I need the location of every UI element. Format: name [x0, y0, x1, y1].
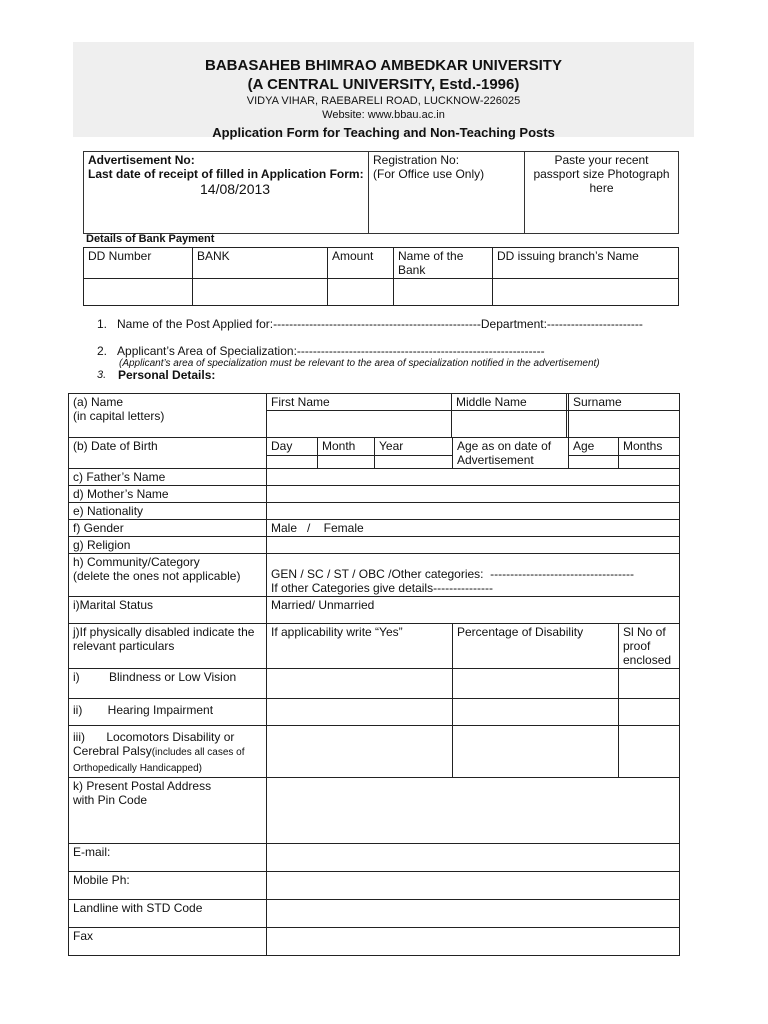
dob-year-input[interactable]	[375, 455, 453, 468]
fax-label: Fax	[69, 928, 267, 956]
personal-details-table	[68, 393, 680, 956]
community-sublabel: (delete the ones not applicable)	[73, 569, 241, 583]
community-options: GEN / SC / ST / OBC /Other categories: ------------------------------------	[271, 567, 635, 581]
landline-input[interactable]	[267, 900, 680, 928]
address-label-cell	[69, 778, 267, 844]
hearing-proof-input[interactable]	[619, 699, 680, 726]
mother-name-input[interactable]	[267, 486, 680, 503]
marital-label: i)Marital Status	[69, 597, 267, 624]
locomotor-label-cell	[69, 726, 267, 778]
photo-label: Paste your recent passport size Photograph here	[533, 153, 670, 195]
address-input[interactable]	[267, 778, 680, 844]
locomotor-proof-input[interactable]	[619, 726, 680, 778]
gender-label: f) Gender	[69, 520, 267, 537]
nationality-input[interactable]	[267, 503, 680, 520]
percentage-label: Percentage of Disability	[453, 624, 619, 669]
blindness-num: i)	[73, 670, 80, 684]
dob-month-label: Month	[318, 438, 375, 456]
university-name: BABASAHEB BHIMRAO AMBEDKAR UNIVERSITY	[205, 57, 562, 74]
age-as-on-label: Age as on date of Advertisement	[453, 438, 569, 469]
months-input[interactable]	[619, 455, 680, 468]
university-website: Website: www.bbau.ac.in	[322, 109, 445, 121]
dob-year-label: Year	[375, 438, 453, 456]
locomotor-label: Locomotors Disability or	[106, 730, 235, 744]
dob-month-input[interactable]	[318, 455, 375, 468]
age-input[interactable]	[569, 455, 619, 468]
locomotor-percentage-input[interactable]	[453, 726, 619, 778]
name-label: (a) Name	[73, 395, 124, 409]
last-date-value: 14/08/2013	[200, 181, 271, 197]
university-address: VIDYA VIHAR, RAEBARELI ROAD, LUCKNOW-226025	[246, 95, 521, 107]
name-sublabel: (in capital letters)	[73, 409, 165, 423]
form-title: Application Form for Teaching and Non-Teaching Posts	[212, 125, 555, 140]
landline-label: Landline with STD Code	[69, 900, 267, 928]
mobile-input[interactable]	[267, 872, 680, 900]
hearing-label: Hearing Impairment	[107, 703, 214, 717]
office-use-label: (For Office use Only)	[373, 167, 485, 181]
branch-input[interactable]	[493, 279, 679, 306]
bank-col-amount: Amount	[328, 248, 394, 279]
hearing-num: ii)	[73, 703, 83, 717]
post-applied-line[interactable]: 1. Name of the Post Applied for:----------------------------------------------------Department:------------------------	[97, 317, 643, 331]
religion-label: g) Religion	[69, 537, 267, 554]
proof-label: Sl No of proof enclosed	[619, 624, 680, 669]
community-input-cell[interactable]	[267, 554, 680, 597]
locomotor-applicability-input[interactable]	[267, 726, 453, 778]
locomotor-label-3: (includes all cases of Orthopedically Handicapped)	[73, 747, 245, 774]
university-subtitle: (A CENTRAL UNIVERSITY, Estd.-1996)	[247, 76, 520, 93]
applicability-label: If applicability write “Yes”	[267, 624, 453, 669]
email-input[interactable]	[267, 844, 680, 872]
religion-input[interactable]	[267, 537, 680, 554]
gender-options[interactable]: Male / Female	[267, 520, 680, 537]
hearing-label-cell	[69, 699, 267, 726]
bank-col-dd-number: DD Number	[84, 248, 193, 279]
last-date-label: Last date of receipt of filled in Application Form:	[88, 167, 364, 181]
first-name-input[interactable]	[267, 411, 569, 438]
father-name-input[interactable]	[267, 469, 680, 486]
dob-label: (b) Date of Birth	[69, 438, 267, 469]
bank-table	[83, 247, 679, 306]
bank-title: Details of Bank Payment	[86, 233, 215, 245]
surname-divider	[566, 394, 567, 438]
dob-day-input[interactable]	[267, 455, 318, 468]
personal-details-title: Personal Details:	[118, 368, 216, 382]
bank-col-branch: DD issuing branch’s Name	[493, 248, 679, 279]
first-name-label: First Name	[267, 394, 569, 411]
bank-name-input[interactable]	[394, 279, 493, 306]
fax-input[interactable]	[267, 928, 680, 956]
blindness-label-cell	[69, 669, 267, 699]
registration-cell	[369, 152, 525, 234]
personal-number: 3.	[97, 369, 107, 381]
hearing-percentage-input[interactable]	[453, 699, 619, 726]
bank-col-bank: BANK	[193, 248, 328, 279]
registration-label: Registration No:	[373, 153, 460, 167]
address-label: k) Present Postal Address	[73, 779, 212, 793]
father-name-label: c) Father’s Name	[69, 469, 267, 486]
community-other: If other Categories give details---------------	[271, 581, 494, 595]
specialization-line[interactable]: 2. Applicant’s Area of Specialization:--------------------------------------------------------------	[97, 344, 545, 358]
locomotor-label-2: Cerebral Palsy	[73, 744, 152, 758]
bank-input[interactable]	[193, 279, 328, 306]
locomotor-num: iii)	[73, 730, 85, 744]
email-label: E-mail:	[69, 844, 267, 872]
blindness-applicability-input[interactable]	[267, 669, 453, 699]
blindness-label: Blindness or Low Vision	[109, 670, 237, 684]
surname-input[interactable]	[569, 411, 680, 438]
months-label: Months	[619, 438, 680, 456]
address-sublabel: with Pin Code	[73, 793, 148, 807]
blindness-percentage-input[interactable]	[453, 669, 619, 699]
amount-input[interactable]	[328, 279, 394, 306]
advertisement-table	[83, 151, 679, 234]
advertisement-no-label: Advertisement No:	[88, 153, 195, 167]
dob-day-label: Day	[267, 438, 318, 456]
mother-name-label: d) Mother’s Name	[69, 486, 267, 503]
advertisement-cell[interactable]	[84, 152, 369, 234]
marital-options[interactable]: Married/ Unmarried	[267, 597, 680, 624]
dd-number-input[interactable]	[84, 279, 193, 306]
nationality-label: e) Nationality	[69, 503, 267, 520]
bank-col-bank-name: Name of the Bank	[394, 248, 493, 279]
community-label: h) Community/Category	[73, 555, 200, 569]
specialization-note: (Applicant’s area of specialization must be relevant to the area of specialization notified in the advertisement)	[119, 358, 600, 369]
middle-name-divider	[451, 394, 452, 438]
middle-name-label-overlay: Middle Name	[456, 395, 527, 409]
community-label-cell	[69, 554, 267, 597]
blindness-proof-input[interactable]	[619, 669, 680, 699]
photo-cell[interactable]	[525, 152, 679, 234]
name-label-cell	[69, 394, 267, 438]
surname-label: Surname	[569, 394, 680, 411]
mobile-label: Mobile Ph:	[69, 872, 267, 900]
hearing-applicability-input[interactable]	[267, 699, 453, 726]
form-header	[73, 42, 694, 140]
disabled-label: j)If physically disabled indicate the relevant particulars	[69, 624, 267, 669]
age-label: Age	[569, 438, 619, 456]
